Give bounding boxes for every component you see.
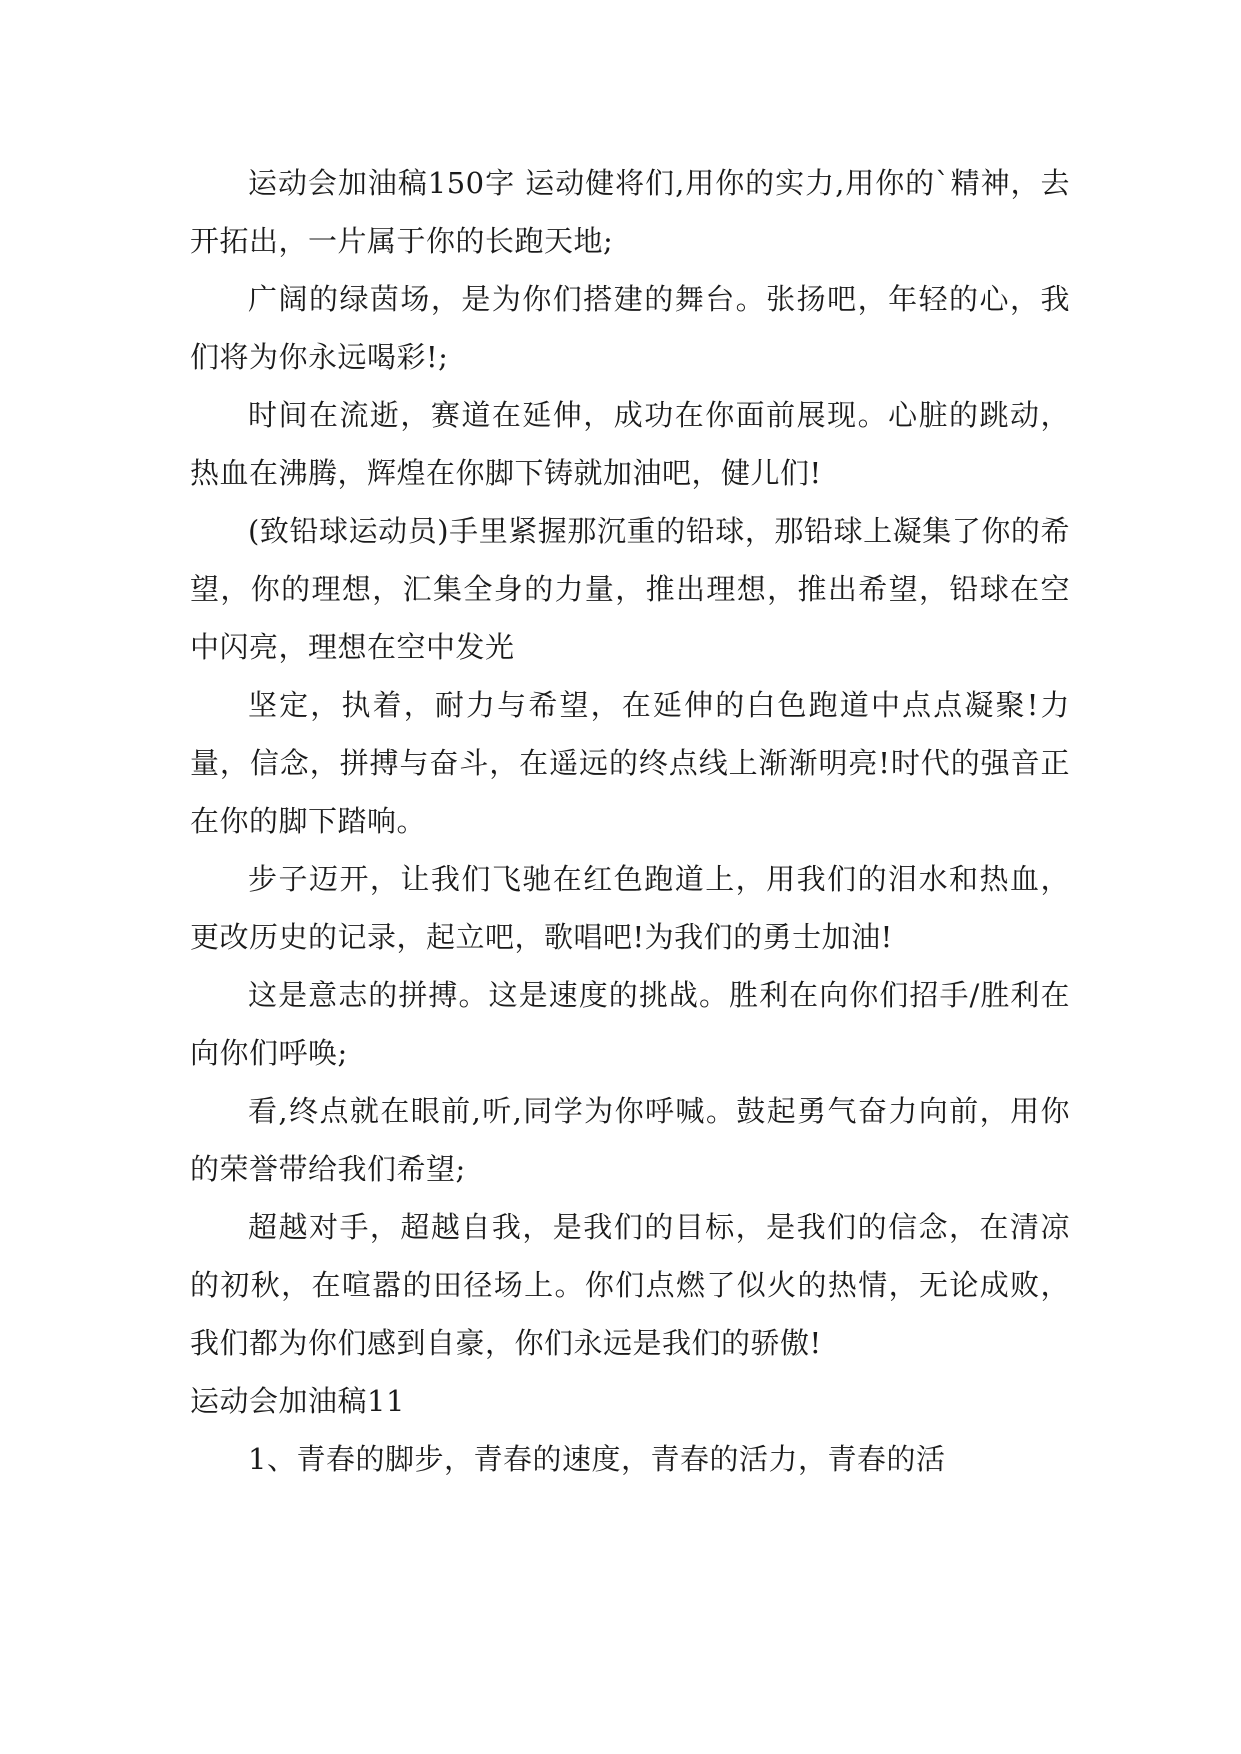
document-body	[190, 154, 1070, 1488]
paragraph-10: 1、青春的脚步，青春的速度，青春的活力，青春的活	[248, 1442, 946, 1476]
section-heading: 运动会加油稿11	[190, 1384, 405, 1418]
paragraph-3: 时间在流逝，赛道在延伸，成功在你面前展现。心脏的跳动，热血在沸腾，辉煌在你脚下铸就加油吧，健儿们!	[190, 398, 1070, 490]
paragraph-7: 这是意志的拼搏。这是速度的挑战。胜利在向你们招手/胜利在向你们呼唤;	[190, 978, 1070, 1070]
paragraph-4: (致铅球运动员)手里紧握那沉重的铅球，那铅球上凝集了你的希望，你的理想，汇集全身的力量，推出理想，推出希望，铅球在空中闪亮，理想在空中发光	[190, 514, 1070, 664]
paragraph-1: 运动会加油稿150字 运动健将们,用你的实力,用你的`精神，去开拓出，一片属于你的长跑天地;	[190, 166, 1070, 258]
paragraph-2: 广阔的绿茵场，是为你们搭建的舞台。张扬吧，年轻的心，我们将为你永远喝彩!;	[190, 282, 1070, 374]
paragraph-6: 步子迈开，让我们飞驰在红色跑道上，用我们的泪水和热血，更改历史的记录，起立吧，歌唱吧!为我们的勇士加油!	[190, 862, 1070, 954]
paragraph-9: 超越对手，超越自我，是我们的目标，是我们的信念，在清凉的初秋，在喧嚣的田径场上。你们点燃了似火的热情，无论成败，我们都为你们感到自豪，你们永远是我们的骄傲!	[190, 1210, 1070, 1360]
paragraph-8: 看,终点就在眼前,听,同学为你呼喊。鼓起勇气奋力向前，用你的荣誉带给我们希望;	[190, 1094, 1070, 1186]
paragraph-5: 坚定，执着，耐力与希望，在延伸的白色跑道中点点凝聚!力量，信念，拼搏与奋斗，在遥远的终点线上渐渐明亮!时代的强音正在你的脚下踏响。	[190, 688, 1070, 838]
